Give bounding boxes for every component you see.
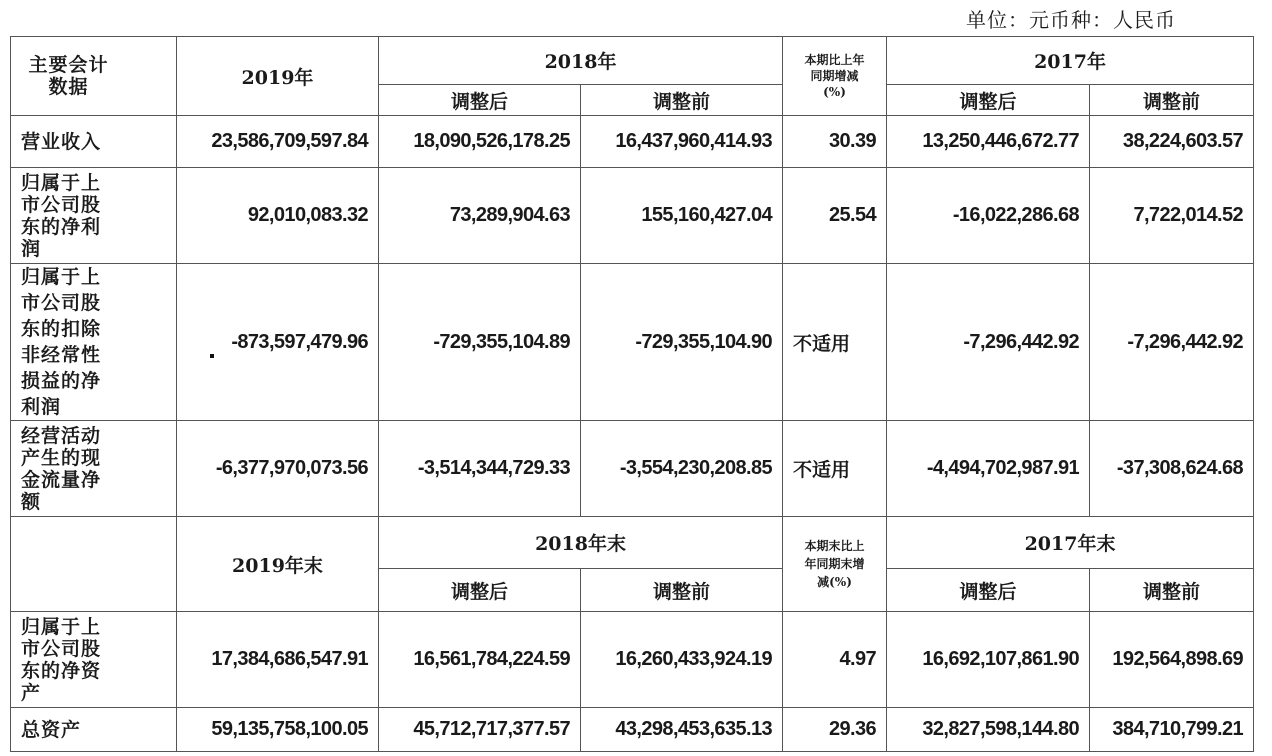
value-2019: 92,010,083.32 — [177, 168, 379, 264]
header-2019-end: 2019年末 — [177, 517, 379, 612]
header-2017-end-adjusted: 调整后 — [887, 569, 1090, 612]
value-2017-pre: 7,722,014.52 — [1090, 168, 1254, 264]
header-change-pct: 本期比上年同期增减(%) — [783, 37, 887, 116]
header-2018-pre-adjustment: 调整前 — [581, 85, 783, 116]
row-label: 经营活动产生的现金流量净额 — [11, 421, 177, 517]
table-row — [11, 116, 1254, 168]
table-row — [11, 612, 1254, 708]
value-change: 29.36 — [783, 708, 887, 752]
header-2019: 2019年 — [177, 37, 379, 116]
stray-dot-mark — [210, 354, 214, 358]
header-2017: 2017年 — [887, 37, 1254, 85]
header-2018-end-adjusted: 调整后 — [379, 569, 581, 612]
table-row — [11, 264, 1254, 421]
value-2018-pre: 16,260,433,924.19 — [581, 612, 783, 708]
value-2017-adjusted: 32,827,598,144.80 — [887, 708, 1090, 752]
metric-header-blank — [11, 517, 177, 612]
metric-header: 主要会计数据 — [11, 37, 177, 116]
row-label: 归属于上市公司股东的扣除非经常性损益的净利润 — [11, 264, 177, 421]
value-2017-adjusted: -16,022,286.68 — [887, 168, 1090, 264]
table-row — [11, 168, 1254, 264]
value-change: 30.39 — [783, 116, 887, 168]
value-2017-pre: -7,296,442.92 — [1090, 264, 1254, 421]
value-2018-adjusted: 45,712,717,377.57 — [379, 708, 581, 752]
header-2017-end: 2017年末 — [887, 517, 1254, 569]
value-2017-pre: -37,308,624.68 — [1090, 421, 1254, 517]
value-2018-adjusted: 16,561,784,224.59 — [379, 612, 581, 708]
unit-note: 单位：元币种：人民币 — [966, 8, 1176, 32]
value-2017-adjusted: 13,250,446,672.77 — [887, 116, 1090, 168]
row-label: 营业收入 — [11, 116, 177, 168]
value-change: 不适用 — [783, 421, 887, 517]
header-2017-pre-adjustment: 调整前 — [1090, 85, 1254, 116]
value-2018-adjusted: -3,514,344,729.33 — [379, 421, 581, 517]
value-2018-pre: -729,355,104.90 — [581, 264, 783, 421]
value-2017-pre: 192,564,898.69 — [1090, 612, 1254, 708]
row-label: 归属于上市公司股东的净利润 — [11, 168, 177, 264]
table-row — [11, 708, 1254, 752]
value-2019: -6,377,970,073.56 — [177, 421, 379, 517]
value-2017-pre: 38,224,603.57 — [1090, 116, 1254, 168]
value-2018-adjusted: -729,355,104.89 — [379, 264, 581, 421]
value-2018-pre: -3,554,230,208.85 — [581, 421, 783, 517]
value-2019: -873,597,479.96 — [177, 264, 379, 421]
value-2019: 17,384,686,547.91 — [177, 612, 379, 708]
value-2017-pre: 384,710,799.21 — [1090, 708, 1254, 752]
row-label: 总资产 — [11, 708, 177, 752]
header-2018-adjusted: 调整后 — [379, 85, 581, 116]
value-2019: 23,586,709,597.84 — [177, 116, 379, 168]
value-change: 4.97 — [783, 612, 887, 708]
value-2018-pre: 16,437,960,414.93 — [581, 116, 783, 168]
header-2017-adjusted: 调整后 — [887, 85, 1090, 116]
header-2017-end-pre: 调整前 — [1090, 569, 1254, 612]
value-2017-adjusted: -4,494,702,987.91 — [887, 421, 1090, 517]
value-2019: 59,135,758,100.05 — [177, 708, 379, 752]
value-2018-adjusted: 73,289,904.63 — [379, 168, 581, 264]
table-row — [11, 421, 1254, 517]
financial-data-table — [10, 36, 1254, 752]
header-2018: 2018年 — [379, 37, 783, 85]
value-2017-adjusted: 16,692,107,861.90 — [887, 612, 1090, 708]
value-change: 25.54 — [783, 168, 887, 264]
header-2018-end-pre: 调整前 — [581, 569, 783, 612]
value-change: 不适用 — [783, 264, 887, 421]
value-2018-pre: 43,298,453,635.13 — [581, 708, 783, 752]
value-2018-pre: 155,160,427.04 — [581, 168, 783, 264]
header-change-pct-end: 本期末比上年同期末增减(%) — [783, 517, 887, 612]
value-2018-adjusted: 18,090,526,178.25 — [379, 116, 581, 168]
header-2018-end: 2018年末 — [379, 517, 783, 569]
value-2017-adjusted: -7,296,442.92 — [887, 264, 1090, 421]
row-label: 归属于上市公司股东的净资产 — [11, 612, 177, 708]
